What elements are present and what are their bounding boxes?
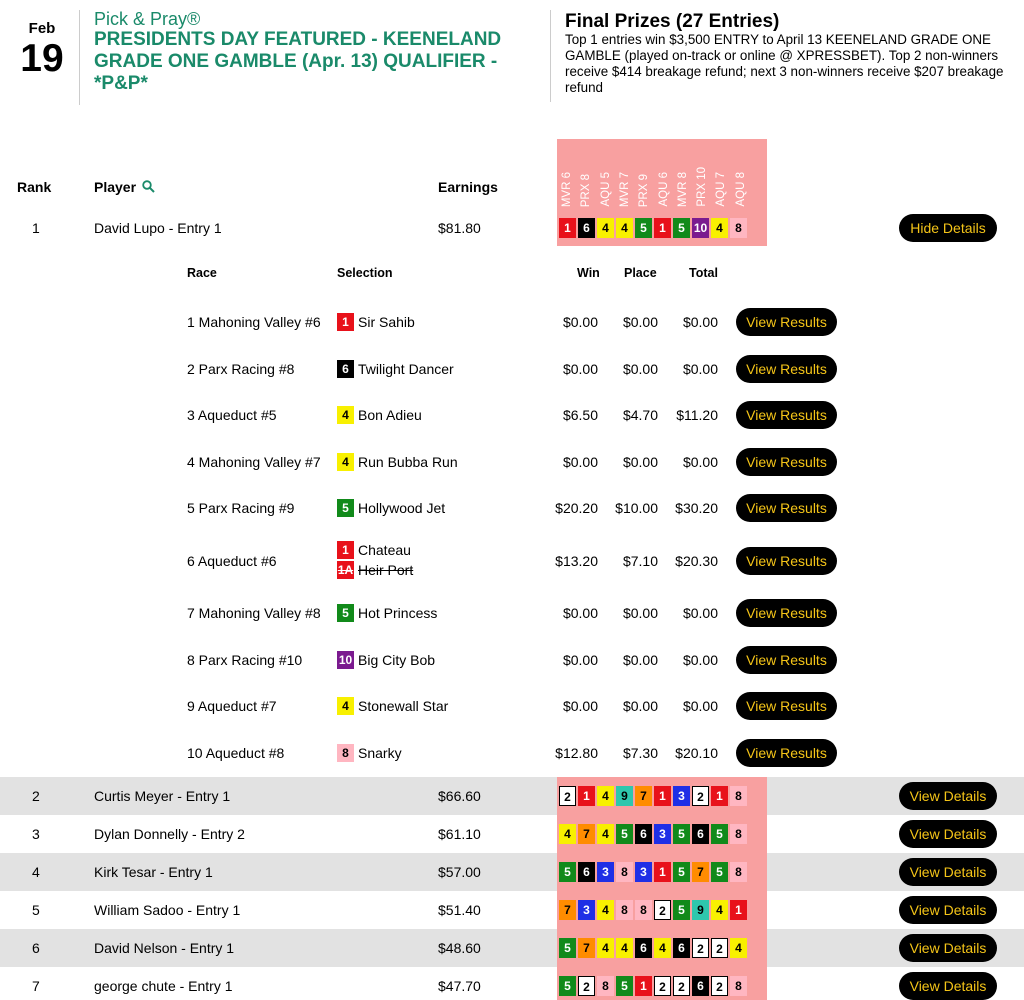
place-amount: $0.00	[622, 454, 658, 470]
total-amount: $0.00	[682, 314, 718, 330]
pick-boxes	[559, 938, 747, 958]
pick-number-box: 8	[616, 900, 633, 920]
details-win-header: Win	[577, 266, 600, 280]
earnings: $61.10	[438, 826, 481, 842]
place-amount: $0.00	[622, 314, 658, 330]
pick-number-box: 8	[337, 744, 354, 762]
race-name: 3 Aqueduct #5	[187, 407, 277, 423]
win-amount: $13.20	[555, 553, 598, 569]
race-name: 10 Aqueduct #8	[187, 745, 285, 761]
pick-number-box: 4	[337, 453, 354, 471]
race-name: 9 Aqueduct #7	[187, 698, 277, 714]
pick-number-box: 8	[635, 900, 652, 920]
race-label: PRX 8	[580, 173, 593, 207]
pick-number-box: 8	[730, 862, 747, 882]
rank: 2	[32, 788, 40, 804]
leaderboard-row	[0, 967, 1024, 1000]
pick-number-box: 7	[578, 824, 595, 844]
player-name: William Sadoo - Entry 1	[94, 902, 241, 918]
place-amount: $7.10	[622, 553, 658, 569]
leaderboard-row	[0, 891, 1024, 929]
pick-boxes	[559, 218, 747, 238]
selection	[337, 360, 454, 378]
race-label: AQU 6	[657, 172, 670, 207]
pick-number-box: 10	[338, 653, 353, 667]
pick-number-box: 3	[578, 900, 595, 920]
view-details-button[interactable]: View Details	[899, 820, 997, 848]
player-header[interactable]	[94, 179, 155, 196]
pick-number-box: 4	[559, 824, 576, 844]
player-name: David Lupo - Entry 1	[94, 220, 222, 236]
view-details-button[interactable]: View Details	[899, 934, 997, 962]
pick-number-box: 4	[616, 938, 633, 958]
total-amount: $20.30	[675, 553, 718, 569]
pick-number-box: 1	[635, 976, 652, 996]
prizes-text: Top 1 entries win $3,500 ENTRY to April 13 KEENELAND GRADE ONE GAMBLE (played on-track or online @ XPRESSBET). Top 2 non-winners receive $414 breakage refund; next 3 non-winners receive $207 breakage refund	[565, 32, 1004, 95]
search-icon[interactable]	[142, 180, 155, 196]
win-amount: $6.50	[562, 407, 598, 423]
pick-number-box: 7	[692, 862, 709, 882]
horse-name: Run Bubba Run	[358, 454, 458, 470]
earnings: $51.40	[438, 902, 481, 918]
pick-number-box: 3	[673, 786, 690, 806]
race-label: AQU 5	[599, 172, 612, 207]
view-results-button[interactable]: View Results	[736, 739, 837, 767]
selection	[337, 541, 411, 559]
view-results-button[interactable]: View Results	[736, 547, 837, 575]
place-amount: $0.00	[622, 361, 658, 377]
pick-number-box: 10	[692, 218, 709, 238]
pick-number-box: 5	[673, 900, 690, 920]
selection	[337, 604, 437, 622]
pick-number-box: 1	[654, 786, 671, 806]
pick-number-box: 2	[711, 976, 728, 996]
horse-name: Bon Adieu	[358, 407, 422, 423]
earnings: $81.80	[438, 220, 481, 236]
pick-number-box: 7	[559, 900, 576, 920]
pick-number-box: 5	[616, 976, 633, 996]
pick-number-box: 2	[692, 786, 709, 806]
details-total-header: Total	[689, 266, 718, 280]
total-amount: $0.00	[682, 605, 718, 621]
horse-name: Snarky	[358, 745, 402, 761]
view-details-button[interactable]: View Details	[899, 972, 997, 1000]
pick-number-box: 4	[711, 900, 728, 920]
pick-number-box: 1A	[337, 563, 354, 577]
pick-number-box: 5	[559, 938, 576, 958]
race-label: MVR 6	[561, 171, 573, 207]
place-amount: $4.70	[622, 407, 658, 423]
leaderboard-row	[0, 853, 1024, 891]
leaderboard-row	[0, 815, 1024, 853]
pick-number-box: 4	[597, 938, 614, 958]
pick-number-box: 4	[337, 697, 354, 715]
pick-number-box: 9	[616, 786, 633, 806]
earnings: $48.60	[438, 940, 481, 956]
view-details-button[interactable]: View Details	[899, 782, 997, 810]
total-amount: $0.00	[682, 454, 718, 470]
pick-number-box: 2	[692, 938, 709, 958]
leaderboard-row	[0, 929, 1024, 967]
event-brand: Pick & Pray®	[94, 9, 201, 29]
race-name: 7 Mahoning Valley #8	[187, 605, 321, 621]
pick-boxes	[559, 900, 747, 920]
place-amount: $0.00	[622, 698, 658, 714]
pick-number-box: 9	[692, 900, 709, 920]
pick-number-box: 7	[578, 938, 595, 958]
race-label: PRX 9	[638, 173, 651, 207]
rank: 1	[32, 220, 40, 236]
pick-number-box: 5	[559, 862, 576, 882]
horse-name: Chateau	[358, 542, 411, 558]
rank: 5	[32, 902, 40, 918]
pick-number-box: 5	[673, 824, 690, 844]
race-label: MVR 8	[676, 171, 689, 207]
player-name: george chute - Entry 1	[94, 978, 233, 994]
pick-number-box: 8	[597, 976, 614, 996]
player-name: David Nelson - Entry 1	[94, 940, 235, 956]
view-results-button[interactable]: View Results	[736, 401, 837, 429]
pick-boxes	[559, 824, 747, 844]
pick-number-box: 5	[337, 499, 354, 517]
pick-number-box: 2	[559, 786, 576, 806]
pick-number-box: 4	[654, 938, 671, 958]
player-name: Dylan Donnelly - Entry 2	[94, 826, 245, 842]
win-amount: $0.00	[562, 314, 598, 330]
horse-name: Heir Port	[358, 562, 414, 578]
race-labels	[557, 139, 767, 211]
pick-number-box: 6	[635, 938, 652, 958]
leaderboard-row	[0, 777, 1024, 815]
player-name: Curtis Meyer - Entry 1	[94, 788, 231, 804]
win-amount: $0.00	[562, 605, 598, 621]
pick-number-box: 4	[597, 218, 614, 238]
pick-number-box: 1	[654, 218, 671, 238]
player-header-label: Player	[94, 179, 137, 195]
selection	[337, 744, 402, 762]
pick-number-box: 4	[337, 406, 354, 424]
event-date	[14, 20, 70, 79]
earnings: $47.70	[438, 978, 481, 994]
race-name: 8 Parx Racing #10	[187, 652, 303, 668]
divider	[550, 10, 551, 102]
rank: 7	[32, 978, 40, 994]
horse-name: Sir Sahib	[358, 314, 415, 330]
view-details-button[interactable]: View Details	[899, 896, 997, 924]
hide-details-button[interactable]: Hide Details	[899, 214, 997, 242]
total-amount: $30.20	[675, 500, 718, 516]
total-amount: $0.00	[682, 652, 718, 668]
total-amount: $11.20	[676, 407, 718, 423]
pick-number-box: 4	[616, 218, 633, 238]
pick-number-box: 5	[711, 862, 728, 882]
pick-number-box: 1	[578, 786, 595, 806]
race-label: AQU 7	[715, 172, 728, 207]
pick-number-box: 5	[673, 218, 690, 238]
win-amount: $0.00	[562, 698, 598, 714]
earnings-header: Earnings	[438, 179, 498, 195]
divider	[79, 10, 80, 105]
total-amount: $0.00	[682, 361, 718, 377]
pick-number-box: 2	[711, 938, 728, 958]
selection	[337, 697, 448, 715]
pick-number-box: 8	[730, 824, 747, 844]
place-amount: $0.00	[622, 605, 658, 621]
view-results-button[interactable]: View Results	[736, 448, 837, 476]
pick-number-box: 3	[654, 824, 671, 844]
pick-number-box: 3	[597, 862, 614, 882]
event-info	[94, 9, 534, 95]
rank: 6	[32, 940, 40, 956]
selection	[337, 313, 415, 331]
pick-number-box: 6	[578, 862, 595, 882]
race-name: 4 Mahoning Valley #7	[187, 454, 321, 470]
total-amount: $0.00	[682, 698, 718, 714]
horse-name: Twilight Dancer	[358, 361, 454, 377]
pick-number-box: 5	[673, 862, 690, 882]
win-amount: $0.00	[562, 361, 598, 377]
selection	[337, 651, 435, 669]
place-amount: $7.30	[622, 745, 658, 761]
pick-number-box: 6	[692, 976, 709, 996]
place-amount: $0.00	[622, 652, 658, 668]
pick-number-box: 2	[673, 976, 690, 996]
pick-number-box: 1	[730, 900, 747, 920]
date-day: 19	[20, 37, 64, 80]
pick-number-box: 8	[616, 862, 633, 882]
pick-number-box: 1	[337, 541, 354, 559]
details-place-header: Place	[624, 266, 657, 280]
race-name: 6 Aqueduct #6	[187, 553, 277, 569]
view-results-button[interactable]: View Results	[736, 355, 837, 383]
pick-boxes	[559, 786, 747, 806]
pick-number-box: 6	[673, 938, 690, 958]
view-results-button[interactable]: View Results	[736, 646, 837, 674]
race-name: 2 Parx Racing #8	[187, 361, 295, 377]
view-results-button[interactable]: View Results	[736, 494, 837, 522]
pick-number-box: 5	[635, 218, 652, 238]
view-details-button[interactable]: View Details	[899, 858, 997, 886]
pick-number-box: 5	[616, 824, 633, 844]
earnings: $66.60	[438, 788, 481, 804]
leaderboard-row-1	[0, 209, 1024, 247]
pick-number-box: 8	[730, 976, 747, 996]
horse-name: Stonewall Star	[358, 698, 449, 714]
pick-number-box: 4	[597, 824, 614, 844]
selection	[337, 453, 458, 471]
pick-number-box: 1	[559, 218, 576, 238]
pick-number-box: 8	[730, 786, 747, 806]
win-amount: $20.20	[555, 500, 598, 516]
pick-number-box: 4	[730, 938, 747, 958]
pick-boxes	[559, 976, 747, 996]
pick-number-box: 2	[578, 976, 595, 996]
pick-boxes	[559, 862, 747, 882]
pick-number-box: 6	[578, 218, 595, 238]
pick-number-box: 6	[337, 360, 354, 378]
earnings: $57.00	[438, 864, 481, 880]
date-month: Feb	[28, 20, 56, 37]
pick-number-box: 8	[730, 218, 747, 238]
selection	[337, 561, 413, 579]
total-amount: $20.10	[675, 745, 718, 761]
race-label: PRX 10	[696, 167, 709, 207]
place-amount: $10.00	[615, 500, 658, 516]
pick-number-box: 5	[711, 824, 728, 844]
prizes-info	[565, 12, 1005, 96]
details-selection-header: Selection	[337, 266, 393, 280]
rank-header: Rank	[17, 179, 52, 195]
pick-number-box: 1	[654, 862, 671, 882]
pick-number-box: 1	[711, 786, 728, 806]
race-label: MVR 7	[618, 171, 631, 207]
pick-number-box: 3	[635, 862, 652, 882]
selection	[337, 406, 422, 424]
pick-number-box: 4	[597, 786, 614, 806]
horse-name: Big City Bob	[358, 652, 436, 668]
pick-number-box: 4	[711, 218, 728, 238]
win-amount: $12.80	[555, 745, 598, 761]
view-results-button[interactable]: View Results	[736, 308, 837, 336]
pick-number-box: 5	[559, 976, 576, 996]
win-amount: $0.00	[562, 454, 598, 470]
race-label: AQU 8	[734, 172, 747, 207]
horse-name: Hollywood Jet	[358, 500, 446, 516]
view-results-button[interactable]: View Results	[736, 692, 837, 720]
pick-number-box: 2	[654, 976, 671, 996]
player-name: Kirk Tesar - Entry 1	[94, 864, 213, 880]
pick-number-box: 4	[597, 900, 614, 920]
details-race-header: Race	[187, 266, 217, 280]
rank: 3	[32, 826, 40, 842]
win-amount: $0.00	[562, 652, 598, 668]
selection	[337, 499, 445, 517]
rank: 4	[32, 864, 40, 880]
event-title: PRESIDENTS DAY FEATURED - KEENELAND GRADE ONE GAMBLE (Apr. 13) QUALIFIER - *P&P*	[94, 29, 502, 94]
prizes-title: Final Prizes (27 Entries)	[565, 11, 780, 32]
race-name: 5 Parx Racing #9	[187, 500, 295, 516]
pick-number-box: 5	[337, 604, 354, 622]
pick-number-box: 7	[635, 786, 652, 806]
pick-number-box: 2	[654, 900, 671, 920]
view-results-button[interactable]: View Results	[736, 599, 837, 627]
pick-number-box: 6	[692, 824, 709, 844]
pick-number-box: 1	[337, 313, 354, 331]
pick-number-box: 6	[635, 824, 652, 844]
race-name: 1 Mahoning Valley #6	[187, 314, 321, 330]
horse-name: Hot Princess	[358, 605, 438, 621]
